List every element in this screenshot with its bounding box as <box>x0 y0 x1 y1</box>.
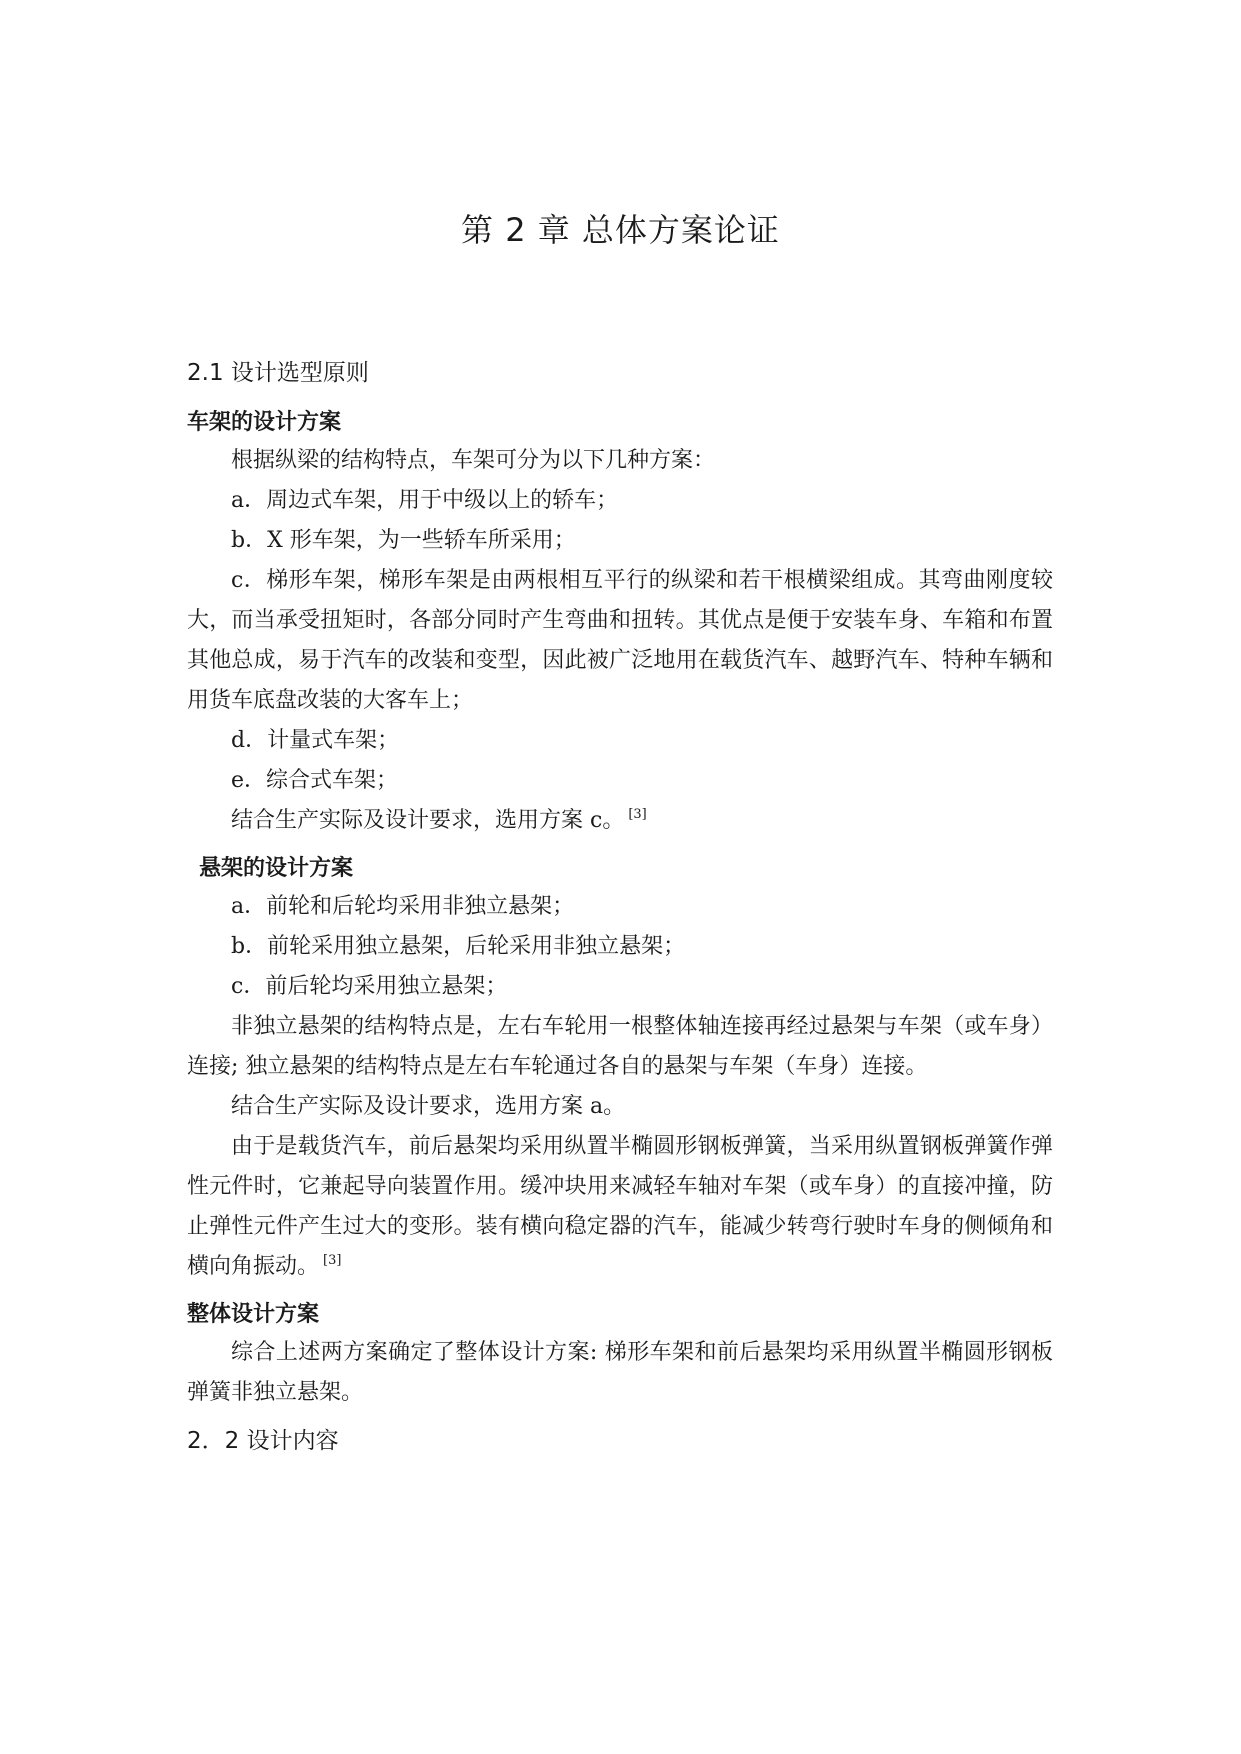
suspension-option-a: a．前轮和后轮均采用非独立悬架； <box>231 894 575 919</box>
frame-conclusion-text: 结合生产实际及设计要求，选用方案 c。 <box>231 808 625 833</box>
suspension-conclusion: 结合生产实际及设计要求，选用方案 a。 <box>231 1094 626 1119</box>
document-body <box>187 355 1053 1459</box>
suspension-design-heading: 悬架的设计方案 <box>199 856 354 881</box>
frame-design-heading: 车架的设计方案 <box>187 410 342 435</box>
frame-option-d: d．计量式车架； <box>231 728 400 753</box>
citation-reference: [3] <box>628 807 647 822</box>
frame-option-c: c．梯形车架，梯形车架是由两根相互平行的纵梁和若干根横梁组成。其弯曲刚度较大，而当承受扭矩时，各部分同时产生弯曲和扭转。其优点是便于安装车身、车箱和布置其他总成，易于汽车的改装和变型，因此被广泛地用在载货汽车、越野汽车、特种车辆和用货车底盘改装的大客车上； <box>187 568 1053 713</box>
frame-option-a: a．周边式车架，用于中级以上的轿车； <box>231 488 619 513</box>
suspension-detail-paragraph <box>187 1127 1053 1287</box>
frame-option-b: b．X 形车架，为一些轿车所采用； <box>231 528 576 553</box>
suspension-description-paragraph: 非独立悬架的结构特点是，左右车轮用一根整体轴连接再经过悬架与车架（或车身）连接; 独立悬架的结构特点是左右车轮通过各自的悬架与车架（车身）连接。 <box>187 1014 1053 1079</box>
citation-reference: [3] <box>323 1253 342 1268</box>
section-heading-2-1: 2.1 设计选型原则 <box>187 360 369 386</box>
suspension-option-b: b．前轮采用独立悬架，后轮采用非独立悬架； <box>231 934 686 959</box>
chapter-title: 第 2 章 总体方案论证 <box>461 211 780 249</box>
frame-intro-paragraph: 根据纵梁的结构特点，车架可分为以下几种方案： <box>231 448 716 473</box>
suspension-option-c: c．前后轮均采用独立悬架； <box>231 974 508 999</box>
frame-option-e: e．综合式车架； <box>231 768 399 793</box>
suspension-detail-text: 由于是载货汽车，前后悬架均采用纵置半椭圆形钢板弹簧，当采用纵置钢板弹簧作弹性元件时，它兼起导向装置作用。缓冲块用来减轻车轴对车架（或车身）的直接冲撞，防止弹性元件产生过大的变形。装有横向稳定器的汽车，能减少转弯行驶时车身的侧倾角和横向角振动。 <box>187 1134 1053 1279</box>
frame-conclusion <box>187 801 1053 841</box>
overall-design-paragraph: 综合上述两方案确定了整体设计方案: 梯形车架和前后悬架均采用纵置半椭圆形钢板弹簧非独立悬架。 <box>187 1340 1053 1405</box>
section-heading-2-2: 2．2 设计内容 <box>187 1428 339 1454</box>
overall-design-heading: 整体设计方案 <box>187 1302 320 1327</box>
